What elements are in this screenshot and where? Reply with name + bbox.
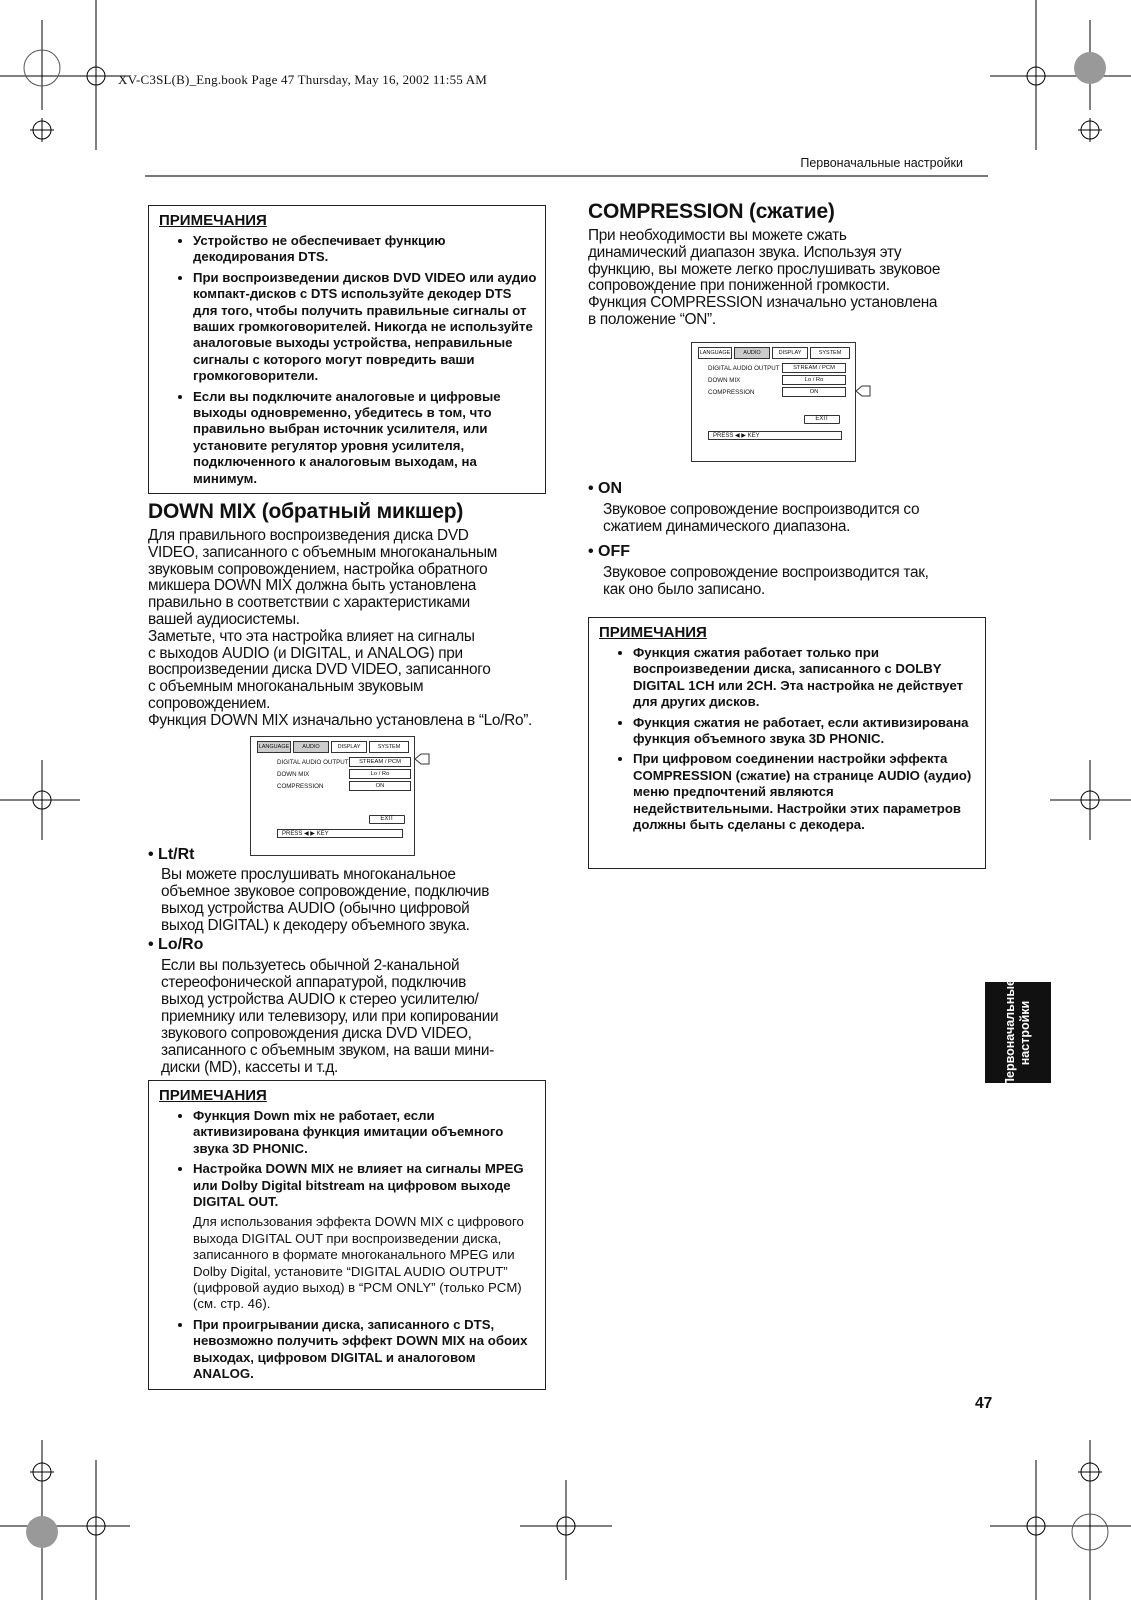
- option-on-body: Звуковое сопровождение воспроизводится со сжатием динамического диапазона.: [603, 501, 920, 535]
- book-info: XV-C3SL(B)_Eng.book Page 47 Thursday, May 16, 2002 11:55 AM: [118, 72, 488, 87]
- option-ltrt-body: Вы можете прослушивать многоканальное объемное звуковое сопровождение, подключив выход устройства AUDIO (обычно цифровой выход DIGITAL) к декодеру объемного звука.: [161, 866, 490, 934]
- tab-display: DISPLAY: [331, 741, 367, 753]
- osd-press-key: PRESS ◀ ▶ KEY: [277, 829, 403, 838]
- osd-row-label: DOWN MIX: [277, 771, 310, 778]
- option-loro-label: Lo/Ro: [158, 936, 204, 953]
- list-item: • Функция сжатия работает только при воспроизведении диска, записанного с DOLBY DIGITAL 1CH или 2CH. Эта настройка не действует для других дисков.: [633, 645, 977, 711]
- side-tab-label: Первоначальные настройки: [1003, 978, 1032, 1087]
- osd-row-value: ON: [782, 387, 846, 397]
- header-rule: [145, 175, 988, 177]
- section-side-tab: [985, 978, 1051, 1087]
- tab-system: SYSTEM: [369, 741, 409, 753]
- osd-row-value: STREAM / PCM: [349, 757, 411, 767]
- option-ltrt-label: Lt/Rt: [158, 846, 195, 863]
- osd-row-value: Lo / Ro: [782, 375, 846, 385]
- osd-row-label: DOWN MIX: [708, 377, 741, 384]
- downmix-heading: DOWN MIX (обратный микшер): [148, 500, 464, 523]
- list-item: [193, 1161, 537, 1313]
- list-item: • При цифровом соединении настройки эффекта COMPRESSION (сжатие) на странице AUDIO (аудио) меню предпочтений являются недействительными. Настройки этих параметров должны быть сделаны с декодера.: [633, 751, 977, 833]
- notes-box-dts: [148, 205, 546, 494]
- list-item: • Функция сжатия не работает, если активизирована функция объемного звука 3D PHONIC.: [633, 715, 977, 748]
- list-item: • Устройство не обеспечивает функцию декодирования DTS.: [193, 233, 537, 266]
- option-off-heading: • OFF: [588, 543, 631, 560]
- osd-exit: EXIT: [369, 815, 405, 824]
- option-ltrt-heading: • Lt/Rt: [148, 846, 195, 863]
- notes-box-downmix: [148, 1080, 546, 1390]
- osd-row-label: COMPRESSION: [708, 389, 755, 396]
- osd-press-key: PRESS ◀ ▶ KEY: [708, 431, 842, 440]
- tab-language: LANGUAGE: [698, 347, 732, 359]
- osd-exit: EXIT: [804, 415, 840, 424]
- list-item-text: Настройка DOWN MIX не влияет на сигналы MPEG или Dolby Digital bitstream на цифровом выходе DIGITAL OUT.: [193, 1161, 524, 1210]
- option-off-label: OFF: [598, 543, 631, 560]
- osd-menu-compression: [691, 342, 856, 462]
- tab-audio: AUDIO: [293, 741, 329, 753]
- tab-audio: AUDIO: [734, 347, 770, 359]
- list-item: • Если вы подключите аналоговые и цифровые выходы одновременно, убедитесь в том, что правильно выбран источник усилителя, или установите регулятор уровня усилителя, подключенного к аналоговым выходам, на минимум.: [193, 389, 537, 487]
- notes-title: ПРИМЕЧАНИЯ: [599, 624, 707, 641]
- compression-body: При необходимости вы можете сжать динамический диапазон звука. Используя эту функцию, вы можете легко прослушивать звуковое сопровождение при пониженной громкости. Функция COMPRESSION изначально установлена в положение “ON”.: [588, 227, 941, 328]
- list-item: • При воспроизведении дисков DVD VIDEO или аудио компакт-дисков с DTS используйте декодер DTS для того, чтобы получить правильные сигналы от ваших громкоговорителей. Никогда не используйте аналоговые выходы устройства, неправильные сигналы с которого могут повредить ваши громкоговорители.: [193, 270, 537, 385]
- page-number: 47: [975, 1395, 993, 1412]
- osd-row-value: STREAM / PCM: [782, 363, 846, 373]
- option-loro-heading: • Lo/Ro: [148, 936, 204, 953]
- option-on-heading: • ON: [588, 480, 623, 497]
- option-loro-body: Если вы пользуетесь обычной 2-канальной стереофонической аппаратурой, подключив выход устройства AUDIO к стерео усилителю/ приемнику или телевизору, или при копировании звукового сопровождения диска DVD VIDEO, записанного с объемным звуком, на ваши мини- диски (MD), кассеты и т.д.: [161, 957, 499, 1076]
- list-item: • Функция Down mix не работает, если активизирована функция имитации объемного звука 3D PHONIC.: [193, 1108, 537, 1157]
- notes-box-compression: [588, 617, 986, 869]
- compression-heading: COMPRESSION (сжатие): [588, 200, 835, 223]
- osd-row-label: COMPRESSION: [277, 783, 324, 790]
- tab-system: SYSTEM: [810, 347, 850, 359]
- tab-language: LANGUAGE: [257, 741, 291, 753]
- osd-row-label: DIGITAL AUDIO OUTPUT: [708, 365, 780, 372]
- osd-row-value: ON: [349, 781, 411, 791]
- downmix-body: Для правильного воспроизведения диска DVD VIDEO, записанного с объемным многоканальным звуковым сопровождением, настройка обратного микшера DOWN MIX должна быть установлена правильно в соответствии с характеристиками вашей аудиосистемы. Заметьте, что эта настройка влияет на сигналы с выходов AUDIO (и DIGITAL, и ANALOG) при воспроизведении диска DVD VIDEO, записанного с объемным многоканальным звуковым сопровождением. Функция DOWN MIX изначально установлена в “Lo/Ro”.: [148, 527, 533, 729]
- osd-row-label: DIGITAL AUDIO OUTPUT: [277, 759, 349, 766]
- pointer-arrow-icon: [855, 385, 871, 397]
- list-item-detail: Для использования эффекта DOWN MIX с цифрового выхода DIGITAL OUT при воспроизведении диска, записанного в формате многоканального MPEG или Dolby Digital, установите “DIGITAL AUDIO OUTPUT” (цифровой аудио выход) в “PCM ONLY” (только PCM) (см. стр. 46).: [193, 1214, 524, 1312]
- notes-title: ПРИМЕЧАНИЯ: [159, 212, 267, 229]
- pointer-arrow-icon: [414, 753, 430, 765]
- running-head: Первоначальные настройки: [800, 156, 963, 170]
- osd-menu-downmix: [250, 736, 415, 856]
- osd-row-value: Lo / Ro: [349, 769, 411, 779]
- option-on-label: ON: [598, 480, 623, 497]
- tab-display: DISPLAY: [772, 347, 808, 359]
- notes-title: ПРИМЕЧАНИЯ: [159, 1087, 267, 1104]
- list-item: • При проигрывании диска, записанного с DTS, невозможно получить эффект DOWN MIX на обоих выходах, цифровом DIGITAL и аналоговом ANALOG.: [193, 1317, 537, 1383]
- option-off-body: Звуковое сопровождение воспроизводится так, как оно было записано.: [603, 564, 929, 598]
